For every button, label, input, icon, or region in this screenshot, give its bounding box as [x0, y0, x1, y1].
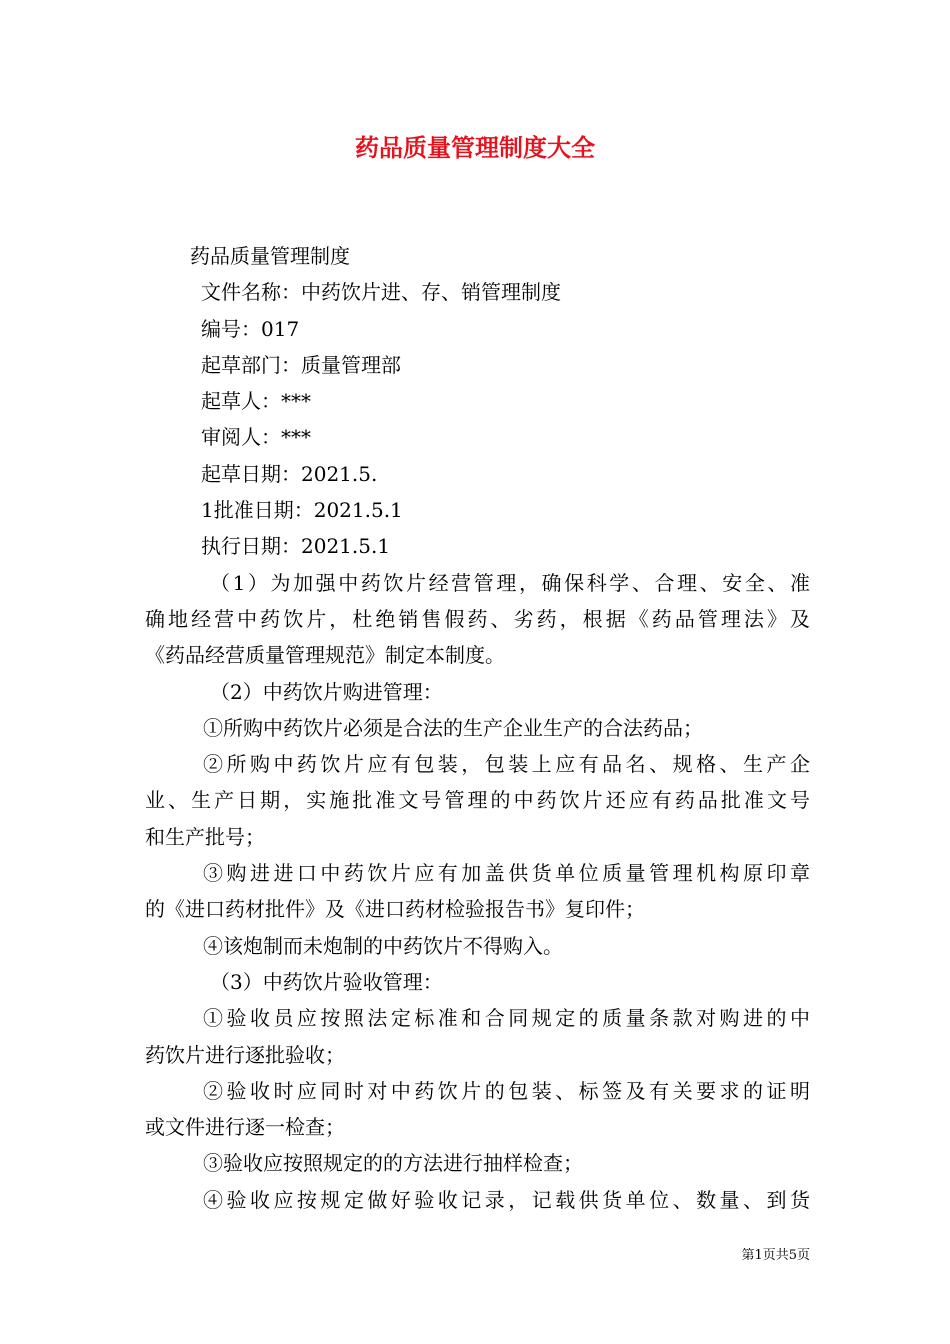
approval-date-line: 1批准日期：2021.5.1 [201, 498, 403, 523]
reviewer-line: 审阅人：*** [201, 425, 311, 450]
item-2-3-line-1: ③购进进口中药饮片应有加盖供货单位质量管理机构原印章 [203, 861, 810, 886]
drafter-line: 起草人：*** [201, 389, 311, 414]
paragraph-1-line-1: （1）为加强中药饮片经营管理，确保科学、合理、安全、准 [210, 570, 810, 595]
item-3-4-line-1: ④验收应按规定做好验收记录，记载供货单位、数量、到货 [203, 1187, 810, 1212]
paragraph-1-line-2: 确地经营中药饮片，杜绝销售假药、劣药，根据《药品管理法》及 [145, 606, 810, 631]
item-2-1: ①所购中药饮片必须是合法的生产企业生产的合法药品； [203, 715, 703, 740]
section-heading: 药品质量管理制度 [190, 244, 350, 268]
item-2-2-line-3: 和生产批号； [145, 824, 265, 849]
number-line: 编号：017 [201, 316, 300, 341]
document-title: 药品质量管理制度大全 [355, 133, 595, 162]
item-3-1-line-2: 药饮片进行逐批验收； [145, 1042, 345, 1067]
item-3-2-line-1: ②验收时应同时对中药饮片的包装、标签及有关要求的证明 [203, 1078, 810, 1103]
document-body [145, 238, 810, 1218]
item-3-2-line-2: 或文件进行逐一检查； [145, 1115, 345, 1140]
paragraph-3-heading: （3）中药饮片验收管理： [210, 969, 443, 994]
page-indicator: 第1页共5页 [741, 1248, 810, 1263]
department-line: 起草部门：质量管理部 [201, 352, 401, 377]
item-3-3: ③验收应按照规定的的方法进行抽样检查； [203, 1151, 583, 1176]
item-2-4: ④该炮制而未炮制的中药饮片不得购入。 [203, 933, 563, 958]
paragraph-1-line-3: 《药品经营质量管理规范》制定本制度。 [145, 643, 505, 668]
file-name-line: 文件名称：中药饮片进、存、销管理制度 [201, 280, 561, 305]
item-2-3-line-2: 的《进口药材批件》及《进口药材检验报告书》复印件； [145, 897, 645, 922]
paragraph-2-heading: （2）中药饮片购进管理： [210, 679, 443, 704]
effective-date-line: 执行日期：2021.5.1 [201, 534, 391, 559]
item-2-2-line-1: ②所购中药饮片应有包装，包装上应有品名、规格、生产企 [203, 752, 810, 777]
draft-date-line: 起草日期：2021.5. [201, 461, 378, 486]
item-3-1-line-1: ①验收员应按照法定标准和合同规定的质量条款对购进的中 [203, 1006, 810, 1031]
item-2-2-line-2: 业、生产日期，实施批准文号管理的中药饮片还应有药品批准文号 [145, 788, 810, 813]
